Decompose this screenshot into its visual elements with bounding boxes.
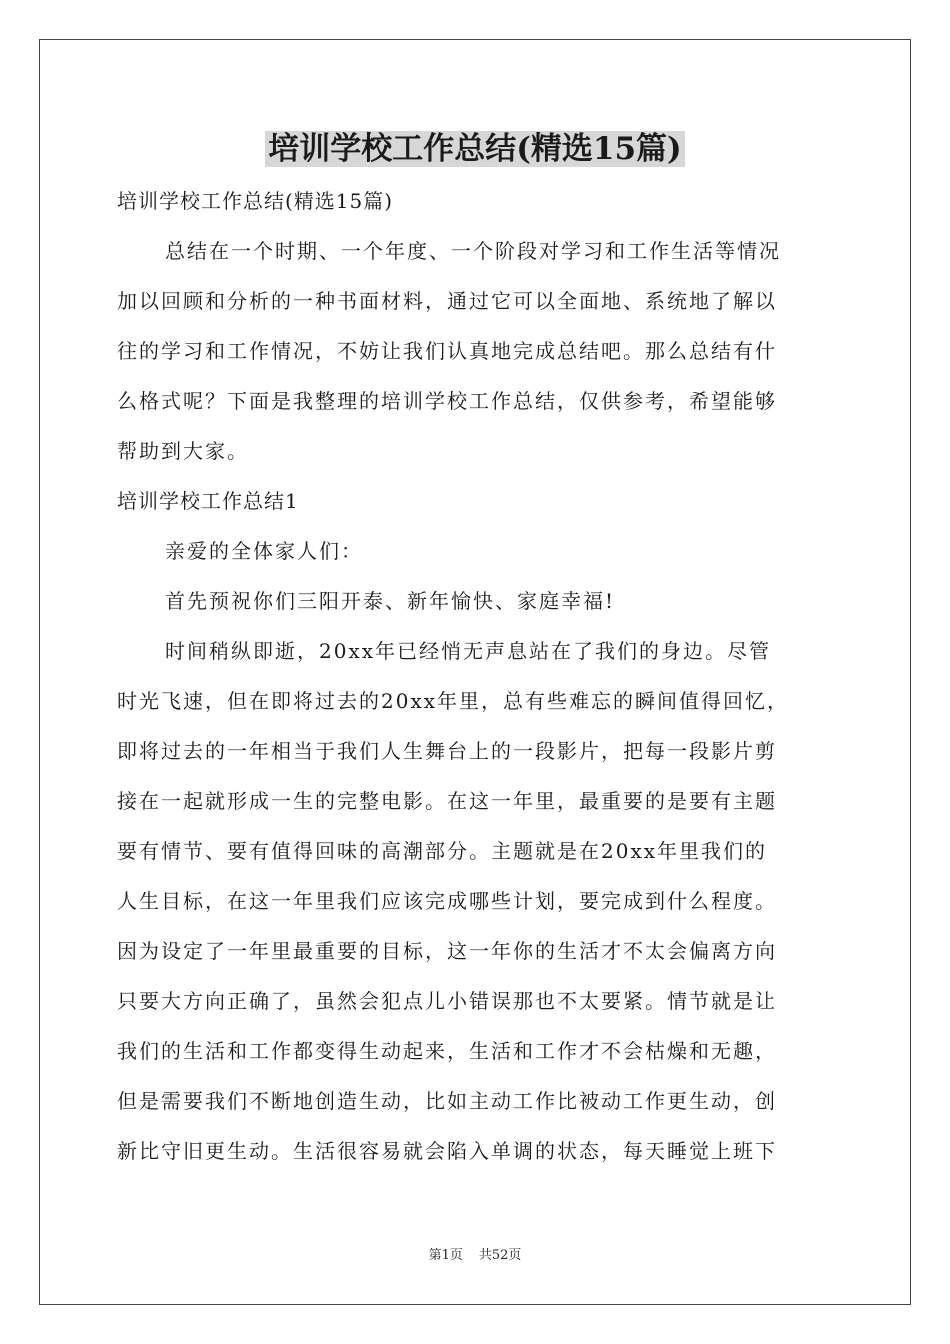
page-total: 共52页 xyxy=(478,1248,522,1263)
document-title-text: 培训学校工作总结(精选15篇) xyxy=(265,131,684,167)
body-line: 接在一起就形成一生的完整电影。在这一年里，最重要的是要有主题 xyxy=(117,789,777,813)
document-body xyxy=(117,176,835,1176)
page-footer xyxy=(0,1246,950,1266)
body-line: 即将过去的一年相当于我们人生舞台上的一段影片，把每一段影片剪 xyxy=(117,739,777,763)
intro-line: 加以回顾和分析的一种书面材料，通过它可以全面地、系统地了解以 xyxy=(117,289,777,313)
intro-line: 么格式呢？下面是我整理的培训学校工作总结，仅供参考，希望能够 xyxy=(117,389,777,413)
body-line: 人生目标，在这一年里我们应该完成哪些计划，要完成到什么程度。 xyxy=(117,889,777,913)
body-line: 只要大方向正确了，虽然会犯点儿小错误那也不太要紧。情节就是让 xyxy=(117,989,777,1013)
subtitle: 培训学校工作总结(精选15篇) xyxy=(117,189,394,213)
body-line: 因为设定了一年里最重要的目标，这一年你的生活才不太会偏离方向 xyxy=(117,939,777,963)
body-line: 要有情节、要有值得回味的高潮部分。主题就是在20xx年里我们的 xyxy=(117,839,768,863)
wishes: 首先预祝你们三阳开泰、新年愉快、家庭幸福! xyxy=(165,589,616,613)
section-heading: 培训学校工作总结1 xyxy=(117,489,299,513)
intro-line: 往的学习和工作情况，不妨让我们认真地完成总结吧。那么总结有什 xyxy=(117,339,777,363)
body-line: 我们的生活和工作都变得生动起来，生活和工作才不会枯燥和无趣， xyxy=(117,1039,777,1063)
document-title xyxy=(0,127,950,171)
page-number: 第1页 xyxy=(428,1248,463,1263)
body-line: 新比守旧更生动。生活很容易就会陷入单调的状态，每天睡觉上班下 xyxy=(117,1139,777,1163)
intro-line: 帮助到大家。 xyxy=(117,439,249,463)
body-line: 时间稍纵即逝，20xx年已经悄无声息站在了我们的身边。尽管 xyxy=(165,639,772,663)
intro-line: 总结在一个时期、一个年度、一个阶段对学习和工作生活等情况 xyxy=(165,239,781,263)
body-line: 但是需要我们不断地创造生动，比如主动工作比被动工作更生动，创 xyxy=(117,1089,777,1113)
body-line: 时光飞速，但在即将过去的20xx年里，总有些难忘的瞬间值得回忆， xyxy=(117,689,790,713)
greeting: 亲爱的全体家人们： xyxy=(165,539,363,563)
